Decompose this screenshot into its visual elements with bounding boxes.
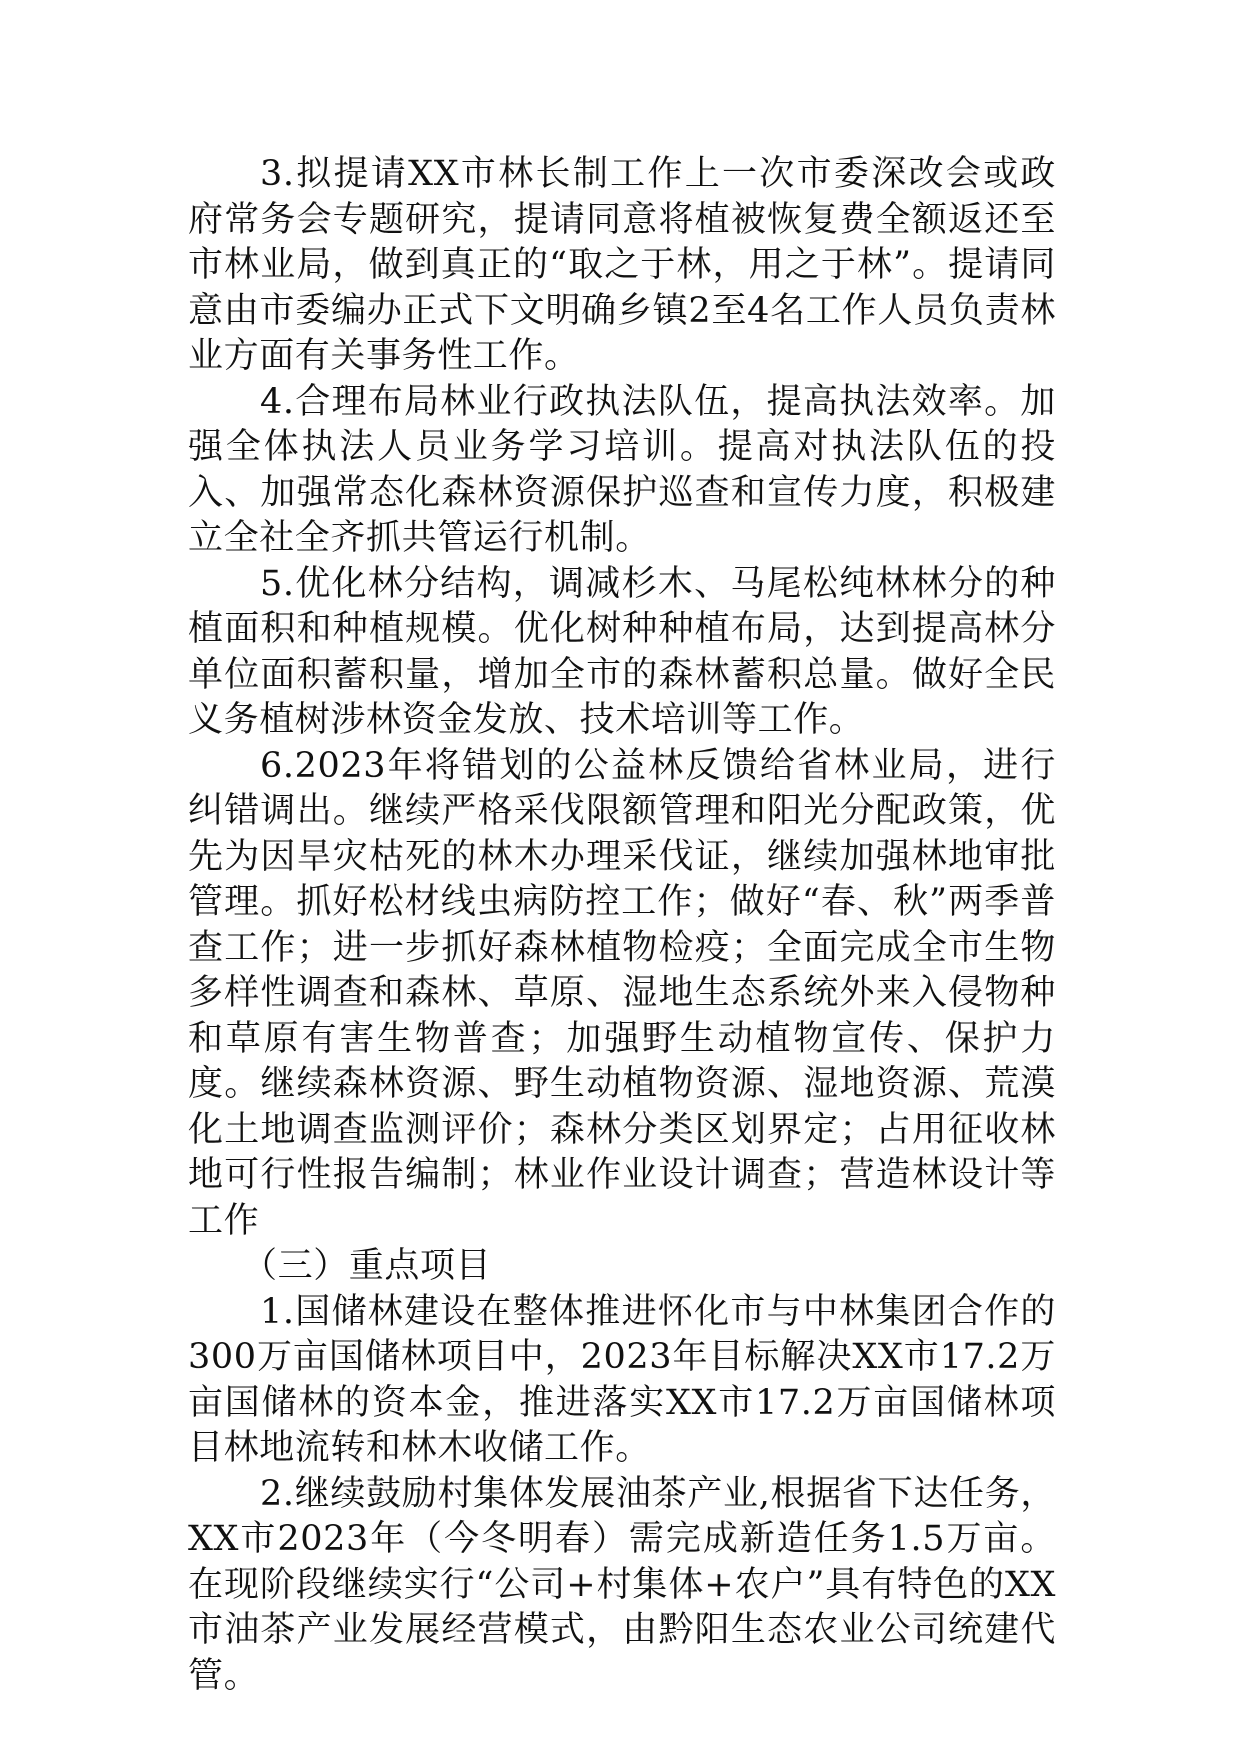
- paragraph-item-3: 3.拟提请XX市林长制工作上一次市委深改会或政府常务会专题研究，提请同意将植被恢复费全额返还至市林业局，做到真正的“取之于林，用之于林”。提请同意由市委编办正式下文明确乡镇2至4名工作人员负责林业方面有关事务性工作。: [188, 154, 1056, 376]
- document-body: [188, 152, 1056, 1699]
- paragraph-item-5: 5.优化林分结构，调减杉木、马尾松纯林林分的种植面积和种植规模。优化树种种植布局，达到提高林分单位面积蓄积量，增加全市的森林蓄积总量。做好全民义务植树涉林资金发放、技术培训等工作。: [188, 563, 1056, 740]
- section-heading-key-projects: （三）重点项目: [242, 1246, 492, 1286]
- key-project-item-1: 1.国储林建设在整体推进怀化市与中林集团合作的300万亩国储林项目中，2023年目标解决XX市17.2万亩国储林的资本金，推进落实XX市17.2万亩国储林项目林地流转和林木收储工作。: [188, 1291, 1056, 1468]
- paragraph-item-6: 6.2023年将错划的公益林反馈给省林业局，进行纠错调出。继续严格采伐限额管理和阳光分配政策，优先为因旱灾枯死的林木办理采伐证，继续加强林地审批管理。抓好松材线虫病防控工作；做好“春、秋”两季普查工作；进一步抓好森林植物检疫；全面完成全市生物多样性调查和森林、草原、湿地生态系统外来入侵物种和草原有害生物普查；加强野生动植物宣传、保护力度。继续森林资源、野生动植物资源、湿地资源、荒漠化土地调查监测评价；森林分类区划界定；占用征收林地可行性报告编制；林业作业设计调查；营造林设计等工作: [188, 745, 1056, 1241]
- key-project-item-2: 2.继续鼓励村集体发展油茶产业,根据省下达任务，XX市2023年（今冬明春）需完成新造任务1.5万亩。在现阶段继续实行“公司+村集体+农户”具有特色的XX市油茶产业发展经营模式，由黔阳生态农业公司统建代管。: [188, 1473, 1056, 1696]
- paragraph-item-4: 4.合理布局林业行政执法队伍，提高执法效率。加强全体执法人员业务学习培训。提高对执法队伍的投入、加强常态化森林资源保护巡查和宣传力度，积极建立全社全齐抓共管运行机制。: [188, 381, 1056, 558]
